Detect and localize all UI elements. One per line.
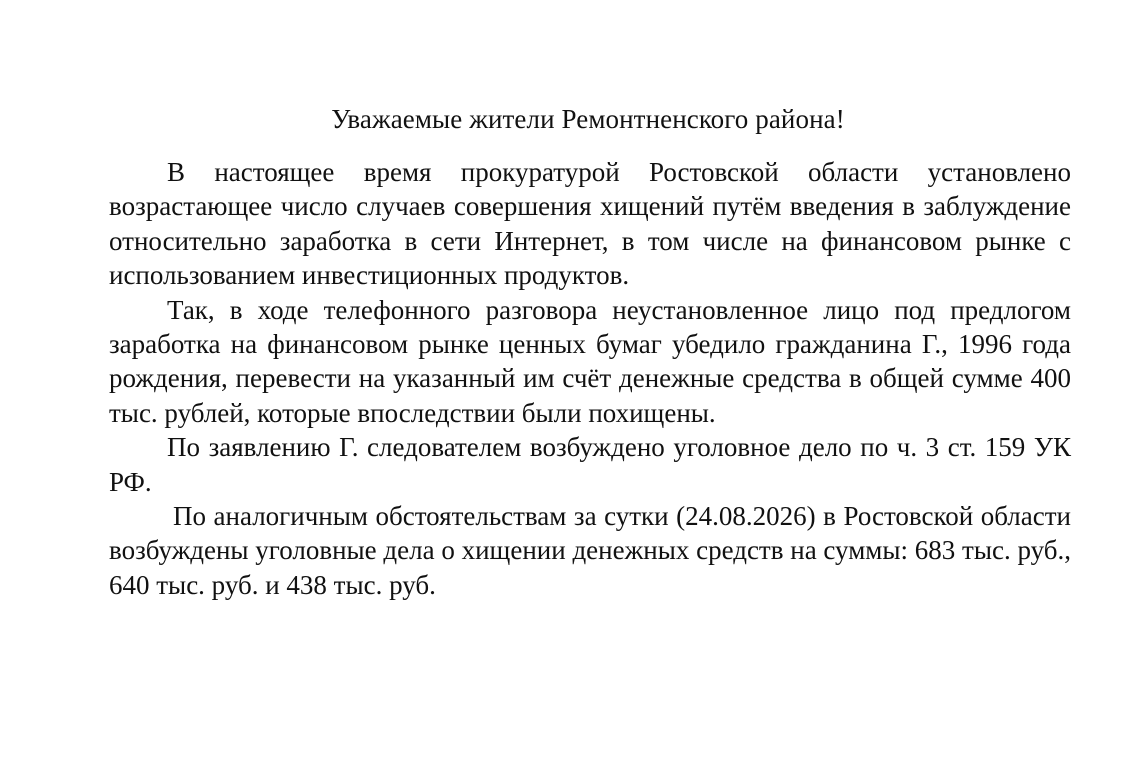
paragraph-2: Так, в ходе телефонного разговора неустановленное лицо под предлогом заработка на финансовом рынке ценных бумаг убедило гражданина Г., 1996 года рождения, перевести на указанный им счёт денежные средства в общей сумме 400 тыс. рублей, которые впоследствии были похищены.: [109, 294, 1071, 428]
document-body: [109, 155, 1071, 602]
paragraph-3: По заявлению Г. следователем возбуждено уголовное дело по ч. 3 ст. 159 УК РФ.: [109, 432, 1071, 497]
document-title: Уважаемые жители Ремонтненского района!: [331, 104, 845, 134]
paragraph-4: По аналогичным обстоятельствам за сутки (24.08.2026) в Ростовской области возбуждены уголовные дела о хищении денежных средств на суммы: 683 тыс. руб., 640 тыс. руб. и 438 тыс. руб.: [109, 501, 1071, 600]
paragraph-1: В настоящее время прокуратурой Ростовской области установлено возрастающее число случаев совершения хищений путём введения в заблуждение относительно заработка в сети Интернет, в том числе на финансовом рынке с использованием инвестиционных продуктов.: [109, 157, 1071, 291]
